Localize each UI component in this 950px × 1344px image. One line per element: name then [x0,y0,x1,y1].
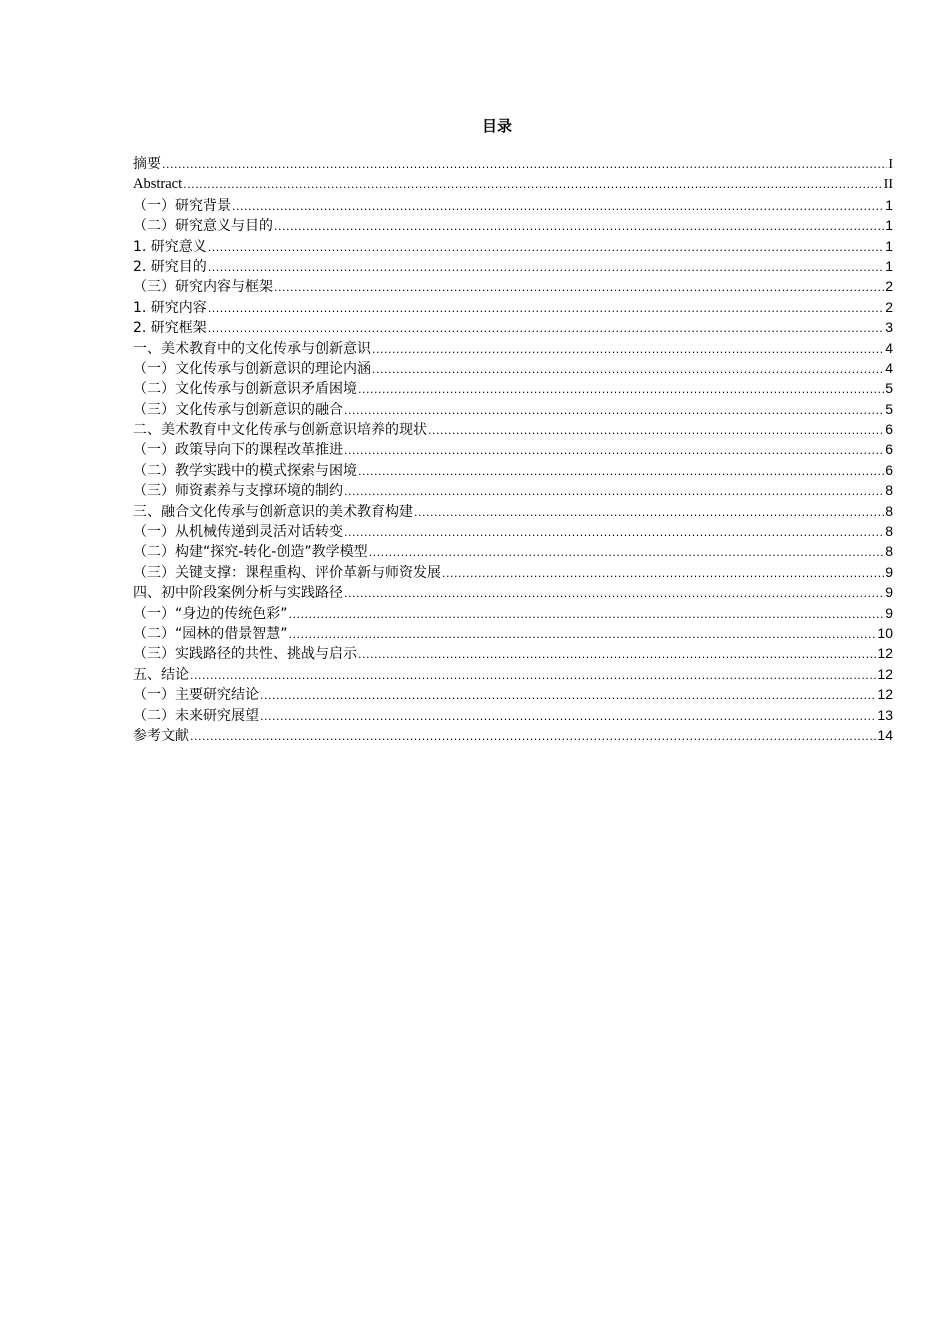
toc-entry-page-number: 8 [885,543,893,560]
toc-entry-label: 2. 研究目的 [133,258,207,275]
toc-leader-dots [358,462,884,482]
toc-leader-dots [208,258,884,278]
toc-entry-label: （一）研究背景 [133,197,231,214]
toc-entry-page-number: 8 [885,523,893,540]
toc-leader-dots [260,686,876,706]
toc-entry[interactable] [133,582,893,602]
toc-leader-dots [372,340,884,360]
toc-leader-dots [414,503,884,523]
toc-entry[interactable] [133,541,893,561]
toc-entry-page-number: 5 [885,400,893,417]
toc-entry-page-number: 12 [877,645,893,662]
toc-entry-label: 1. 研究内容 [133,299,207,316]
toc-entry-label: （三）关键支撑：课程重构、评价革新与师资发展 [133,564,441,581]
toc-leader-dots [289,625,877,645]
toc-entry-page-number: 1 [885,257,893,274]
toc-entry-label: 四、初中阶段案例分析与实践路径 [133,585,343,602]
toc-leader-dots [208,319,884,339]
toc-entry[interactable] [133,236,893,256]
toc-entry-page-number: 9 [885,563,893,580]
toc-entry-page-number: I [888,157,893,172]
toc-entry-label: 2. 研究框架 [133,320,207,337]
toc-leader-dots [369,543,885,563]
toc-leader-dots [289,605,885,625]
toc-entry-page-number: 2 [885,278,893,295]
toc-leader-dots [260,707,876,727]
toc-entry-page-number: 1 [885,196,893,213]
toc-title: 目录 [481,117,512,135]
toc-entry[interactable] [133,195,893,215]
toc-entry[interactable] [133,623,893,643]
toc-leader-dots [344,584,884,604]
toc-leader-dots [190,727,876,747]
toc-entry-label: 五、结论 [133,666,189,683]
toc-entry-label: 三、融合文化传承与创新意识的美术教育构建 [133,503,413,520]
toc-leader-dots [344,401,884,421]
toc-entry[interactable] [133,705,893,725]
toc-entry[interactable] [133,154,893,174]
toc-entry-page-number: 8 [885,502,893,519]
toc-entry-label: （三）文化传承与创新意识的融合 [133,401,343,418]
toc-entry-page-number: 6 [885,461,893,478]
toc-entry-label: （二）“园林的借景智慧” [133,625,288,642]
toc-entry-label: （一）政策导向下的课程改革推进 [133,442,343,459]
toc-list [133,154,893,745]
toc-leader-dots [372,360,884,380]
toc-entry-page-number: 10 [877,624,893,641]
toc-entry-page-number: II [883,177,893,193]
toc-entry-page-number: 6 [885,421,893,438]
toc-leader-dots [442,564,884,584]
toc-leader-dots [428,421,884,441]
toc-entry-page-number: 4 [885,339,893,356]
toc-leader-dots [190,666,876,686]
toc-entry[interactable] [133,501,893,521]
toc-entry[interactable] [133,276,893,296]
toc-entry-page-number: 9 [885,604,893,621]
toc-entry[interactable] [133,256,893,276]
toc-entry[interactable] [133,399,893,419]
toc-entry-label: 摘要 [133,156,161,172]
toc-entry-page-number: 6 [885,441,893,458]
toc-leader-dots [344,482,884,502]
toc-entry[interactable] [133,317,893,337]
toc-entry-label: （三）研究内容与框架 [133,279,273,296]
toc-entry-label: （三）师资素养与支撑环境的制约 [133,483,343,500]
toc-entry-page-number: 13 [877,706,893,723]
toc-entry[interactable] [133,643,893,663]
toc-entry-page-number: 14 [877,726,893,743]
toc-entry-page-number: 1 [885,217,893,234]
toc-entry[interactable] [133,439,893,459]
toc-entry[interactable] [133,562,893,582]
toc-leader-dots [274,217,884,237]
toc-leader-dots [183,175,883,195]
toc-leader-dots [358,380,884,400]
toc-entry-label: （一）“身边的传统色彩” [133,605,288,622]
toc-entry[interactable] [133,378,893,398]
toc-leader-dots [344,523,884,543]
toc-entry[interactable] [133,684,893,704]
toc-entry-label: 1. 研究意义 [133,238,207,255]
toc-entry[interactable] [133,215,893,235]
toc-entry-label: （二）文化传承与创新意识矛盾困境 [133,381,357,398]
toc-entry-label: （一）从机械传递到灵活对话转变 [133,524,343,541]
toc-entry[interactable] [133,521,893,541]
toc-entry[interactable] [133,338,893,358]
toc-entry[interactable] [133,603,893,623]
toc-entry-page-number: 12 [877,686,893,703]
toc-entry-label: （三）实践路径的共性、挑战与启示 [133,646,357,663]
toc-entry-label: （二）构建“探究-转化-创造”教学模型 [133,544,368,561]
toc-entry-label: 二、美术教育中文化传承与创新意识培养的现状 [133,422,427,439]
toc-entry[interactable] [133,664,893,684]
toc-entry-page-number: 2 [885,298,893,315]
toc-entry-label: 参考文献 [133,727,189,744]
toc-entry-page-number: 9 [885,584,893,601]
toc-entry-page-number: 1 [885,237,893,254]
toc-leader-dots [162,155,887,175]
toc-entry-label: （二）教学实践中的模式探索与困境 [133,462,357,479]
toc-entry-label: （二）未来研究展望 [133,707,259,724]
toc-entry-page-number: 4 [885,359,893,376]
toc-leader-dots [208,299,884,319]
toc-entry-label: （一）文化传承与创新意识的理论内涵 [133,360,371,377]
toc-entry-page-number: 12 [877,665,893,682]
toc-entry[interactable] [133,460,893,480]
toc-entry-page-number: 8 [885,482,893,499]
toc-entry-label: （二）研究意义与目的 [133,218,273,235]
toc-entry[interactable] [133,358,893,378]
toc-entry[interactable] [133,297,893,317]
toc-leader-dots [274,278,884,298]
toc-leader-dots [358,645,876,665]
toc-leader-dots [232,197,884,217]
toc-entry-page-number: 5 [885,380,893,397]
toc-entry[interactable] [133,419,893,439]
toc-entry-page-number: 3 [885,319,893,336]
toc-entry[interactable] [133,480,893,500]
toc-entry-label: 一、美术教育中的文化传承与创新意识 [133,340,371,357]
toc-entry-label: Abstract [133,176,183,193]
toc-entry-label: （一）主要研究结论 [133,687,259,704]
toc-entry[interactable] [133,174,893,194]
toc-entry[interactable] [133,725,893,745]
toc-leader-dots [208,238,884,258]
toc-leader-dots [344,441,884,461]
